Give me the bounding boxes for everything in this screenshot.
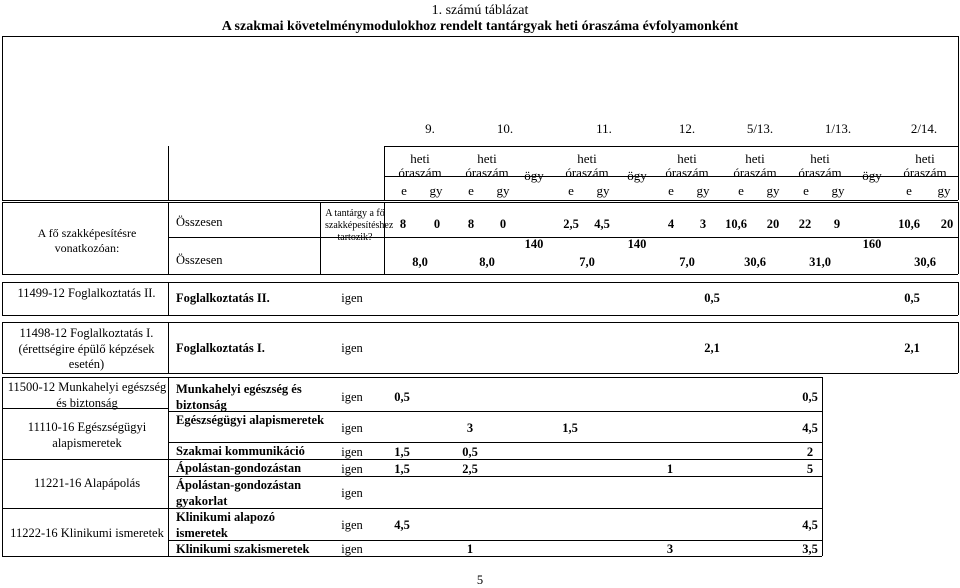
ogy-label: ögy	[627, 168, 647, 183]
gy-label: gy	[696, 183, 710, 198]
grid-line	[168, 282, 169, 315]
subject-name: Ápolástan-gondozástan gyakorlat	[176, 478, 302, 508]
subject-hours: 4,5	[802, 518, 818, 532]
subject-hours: 0,5	[802, 389, 818, 404]
subject-hours: 1	[466, 542, 474, 556]
subject-igen: igen	[341, 486, 363, 500]
subject-hours: 3	[666, 542, 674, 556]
heti-label: heti	[410, 151, 430, 166]
subject-hours: 3	[466, 420, 474, 435]
subject-name: Egészségügyi alapismeretek	[176, 413, 325, 427]
gy-label: gy	[766, 183, 780, 198]
weekly-hours-value: 8	[399, 217, 407, 231]
grid-line	[958, 282, 959, 315]
oraszam-label: óraszám	[798, 165, 842, 180]
total-hours-value: 7,0	[579, 255, 595, 269]
main-label: A fő szakképesítésre vonatkozóan:	[37, 226, 137, 255]
weekly-hours-value: 9	[833, 217, 841, 231]
total-hours-value: 30,6	[744, 255, 766, 269]
grid-line	[168, 322, 169, 373]
year-label: 1/13.	[824, 121, 852, 136]
subject-hours: 4,5	[802, 420, 818, 435]
gy-label: gy	[831, 183, 845, 198]
module-code-11110: 11110-16 Egészségügyi alapismeretek	[27, 420, 147, 450]
gy-label: gy	[496, 183, 510, 198]
oraszam-label: óraszám	[665, 165, 709, 180]
grid-line	[958, 322, 959, 373]
e-label: e	[803, 183, 809, 198]
subject-hours: 4,5	[394, 518, 410, 532]
subject-hours: 1	[666, 461, 674, 476]
gy-label: gy	[596, 183, 610, 198]
weekly-hours-value: 2,5	[563, 217, 579, 231]
year-label: 5/13.	[746, 121, 774, 136]
module-code-11222: 11222-16 Klinikumi ismeretek	[10, 526, 164, 540]
module-code-11500: 11500-12 Munkahelyi egészség és biztonság	[7, 380, 167, 410]
year-label: 10.	[496, 121, 514, 136]
weekly-hours-value: 20	[766, 217, 780, 231]
tantargy-question: A tantárgy a fő szakképesítéshez tartozik?	[325, 208, 394, 243]
e-label: e	[468, 183, 474, 198]
grid-line	[2, 377, 168, 378]
heti-label: heti	[810, 151, 830, 166]
subject-foglalkoztatas-1: Foglalkoztatás I.	[176, 341, 265, 355]
subject-igen: igen	[341, 518, 363, 532]
grid-line	[822, 377, 823, 556]
year-label: 2/14.	[910, 121, 938, 136]
ogy-label: ögy	[862, 168, 882, 183]
heti-label: heti	[915, 151, 935, 166]
weekly-hours-value: 4,5	[594, 217, 610, 231]
weekly-hours-value: 10,6	[898, 217, 920, 231]
module-row-top	[2, 282, 958, 283]
subject-hours: 0,5	[394, 389, 410, 404]
grid-line	[2, 282, 3, 315]
osszesen-label-1: Összesen	[176, 215, 223, 229]
weekly-hours-value: 4	[667, 217, 675, 231]
value-foglalkoztatas-2-b: 0,5	[904, 291, 920, 305]
subject-hours: 5	[806, 461, 814, 476]
grid-line	[2, 508, 168, 509]
main-middle-border	[168, 237, 958, 238]
subject-igen: igen	[341, 420, 363, 435]
weekly-hours-value: 20	[940, 217, 954, 231]
weekly-hours-value: 22	[798, 217, 812, 231]
value-foglalkoztatas-2-a: 0,5	[704, 291, 720, 305]
subject-hours: 1,5	[394, 461, 410, 476]
subject-name: Klinikumi alapozó ismeretek	[176, 510, 275, 540]
e-label: e	[668, 183, 674, 198]
gy-label: gy	[429, 183, 443, 198]
subject-row-border	[168, 377, 822, 378]
summer-practice-value: 140	[524, 237, 544, 251]
heti-label: heti	[745, 151, 765, 166]
subject-hours: 2	[806, 444, 814, 459]
subject-igen: igen	[341, 542, 363, 556]
grid-line	[2, 322, 3, 373]
year-label: 9.	[425, 121, 435, 136]
oraszam-label: óraszám	[465, 165, 509, 180]
e-label: e	[906, 183, 912, 198]
module-code-11498: 11498-12 Foglalkoztatás I. (érettségire épülő képzések esetén)	[18, 326, 155, 372]
grid-line	[168, 377, 169, 556]
osszesen-label-2: Összesen	[176, 253, 223, 267]
subject-name: Ápolástan-gondozástan	[176, 461, 302, 475]
grid-line	[320, 202, 321, 274]
e-label: e	[568, 183, 574, 198]
table-caption: 1. számú táblázat	[431, 3, 529, 18]
grid-line	[168, 146, 169, 200]
igen-foglalkoztatas-2: igen	[341, 291, 363, 305]
value-foglalkoztatas-1-b: 2,1	[904, 341, 920, 355]
heti-label: heti	[577, 151, 597, 166]
oraszam-label: óraszám	[565, 165, 609, 180]
heti-label: heti	[677, 151, 697, 166]
oraszam-label: óraszám	[398, 165, 442, 180]
subject-hours: 1,5	[562, 420, 578, 435]
year-label: 12.	[678, 121, 696, 136]
gy-label: gy	[937, 183, 951, 198]
grid-line	[2, 36, 3, 200]
total-hours-value: 30,6	[914, 255, 936, 269]
total-hours-value: 8,0	[479, 255, 495, 269]
summer-practice-value: 160	[862, 237, 882, 251]
weekly-hours-value: 3	[699, 217, 707, 231]
subject-row-border	[168, 442, 822, 443]
grid-line	[958, 36, 959, 200]
header-top-border	[2, 36, 958, 37]
igen-foglalkoztatas-1: igen	[341, 341, 363, 355]
grid-line	[958, 202, 959, 274]
oraszam-label: óraszám	[733, 165, 777, 180]
header-bottom-border	[2, 200, 958, 201]
subject-hours: 2,5	[462, 461, 478, 476]
oraszam-label: óraszám	[903, 165, 947, 180]
subject-igen: igen	[341, 389, 363, 404]
weekly-hours-value: 0	[499, 217, 507, 231]
subject-igen: igen	[341, 461, 363, 476]
grid-line	[2, 459, 168, 460]
subject-name: Klinikumi szakismeretek	[176, 542, 310, 556]
grid-line	[384, 146, 385, 200]
module-code-11499: 11499-12 Foglalkoztatás II.	[17, 286, 156, 300]
weekly-hours-value: 8	[467, 217, 475, 231]
e-label: e	[738, 183, 744, 198]
module-code-11221: 11221-16 Alapápolás	[33, 476, 141, 490]
subject-hours: 0,5	[462, 444, 478, 459]
heti-label: heti	[477, 151, 497, 166]
subject-hours: 3,5	[802, 542, 818, 556]
weekly-hours-value: 0	[433, 217, 441, 231]
subject-igen: igen	[341, 444, 363, 459]
e-label: e	[401, 183, 407, 198]
main-bottom-border	[2, 274, 958, 275]
subject-foglalkoztatas-2: Foglalkoztatás II.	[176, 291, 270, 305]
year-label: 11.	[596, 121, 612, 136]
total-hours-value: 7,0	[679, 255, 695, 269]
module-row-bottom	[2, 315, 958, 316]
year-row-border	[384, 146, 958, 147]
main-top-border	[2, 202, 958, 203]
grid-line	[168, 202, 169, 274]
total-hours-value: 8,0	[412, 255, 428, 269]
weekly-hours-value: 10,6	[725, 217, 747, 231]
ogy-label: ögy	[524, 168, 544, 183]
total-hours-value: 31,0	[809, 255, 831, 269]
subject-name: Szakmai kommunikáció	[176, 444, 305, 458]
module-row-bottom	[2, 373, 958, 374]
page-number: 5	[476, 573, 484, 587]
grid-line	[2, 377, 3, 556]
subject-name: Munkahelyi egészség és biztonság	[176, 382, 302, 412]
summer-practice-value: 140	[627, 237, 647, 251]
table-title: A szakmai követelménymodulokhoz rendelt tantárgyak heti óraszáma évfolyamonként	[221, 19, 739, 34]
value-foglalkoztatas-1-a: 2,1	[704, 341, 720, 355]
grid-line	[2, 556, 168, 557]
module-row-top	[2, 322, 958, 323]
grid-line	[2, 202, 3, 274]
subject-hours: 1,5	[394, 444, 410, 459]
